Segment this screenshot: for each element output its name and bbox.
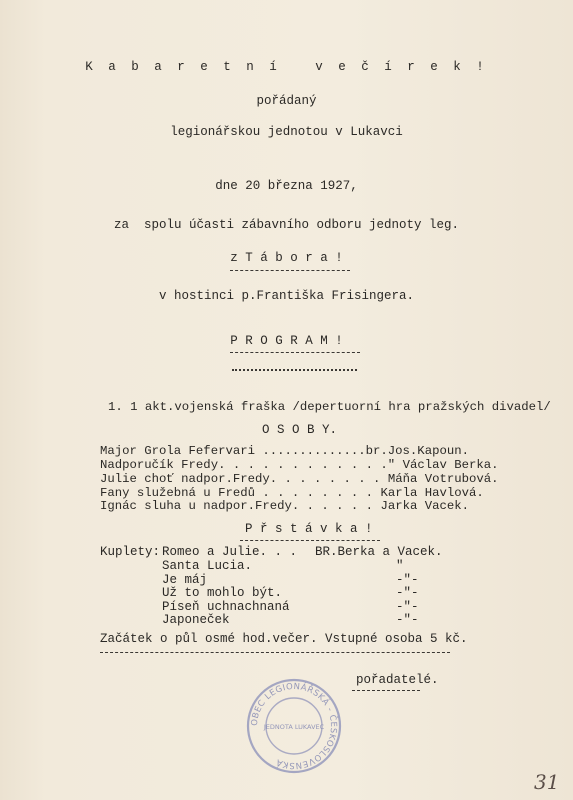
cast-row bbox=[100, 459, 499, 472]
cast-role: Julie choť nadpor.Fredy. . . . . . . . bbox=[100, 472, 381, 486]
song-performer: " bbox=[396, 559, 404, 573]
cast-actor: Karla Havlová. bbox=[380, 486, 484, 500]
song-title: Píseň uchnachnaná bbox=[162, 600, 290, 614]
date-line: dne 20 března 1927, bbox=[215, 179, 358, 193]
cast-row bbox=[100, 445, 469, 458]
cast-actor: Jarka Vacek. bbox=[380, 499, 469, 513]
signature: pořadatelé. bbox=[356, 673, 439, 687]
song-performer: BR.Berka a Vacek. bbox=[315, 545, 443, 559]
song-title: Už to mohlo být. bbox=[162, 586, 283, 600]
song-performer: -"- bbox=[396, 613, 419, 627]
page-number: 31 bbox=[534, 770, 560, 794]
song-title: Japoneček bbox=[162, 613, 230, 627]
program-item: 1. 1 akt.vojenská fraška /depertuorní hra pražských divadel/ bbox=[108, 400, 551, 414]
town-line: z T á b o r a ! bbox=[230, 251, 343, 265]
cast-row bbox=[100, 500, 469, 513]
program-heading: P R O G R A M ! bbox=[230, 334, 343, 348]
cast-actor: Máňa Votrubová. bbox=[387, 472, 499, 486]
song-performer: -"- bbox=[396, 600, 419, 614]
organization-stamp bbox=[244, 676, 344, 776]
cast-role: Nadporučík Fredy. . . . . . . . . . . ." bbox=[100, 458, 396, 472]
song-performer: -"- bbox=[396, 586, 419, 600]
venue-line: v hostinci p.Františka Frisingera. bbox=[158, 289, 415, 303]
osoby-heading: O S O B Y. bbox=[262, 423, 338, 437]
cast-row bbox=[100, 473, 499, 486]
subtitle-organized: pořádaný bbox=[256, 94, 317, 108]
event-title: K a b a r e t n í v e č í r e k ! bbox=[85, 60, 488, 74]
footer-rule bbox=[100, 652, 450, 653]
start-and-entry-line: Začátek o půl osmé hod.večer. Vstupné osoba 5 kč. bbox=[100, 632, 468, 646]
participation-line: za spolu účasti zábavního odboru jednoty leg. bbox=[113, 218, 460, 232]
song-title: Santa Lucia. bbox=[162, 559, 253, 573]
cast-actor: Václav Berka. bbox=[402, 458, 499, 472]
song-performer: -"- bbox=[396, 573, 419, 587]
kuplety-label: Kuplety: bbox=[100, 545, 161, 559]
cast-actor: br.Jos.Kapoun. bbox=[365, 444, 469, 458]
dotted-rule bbox=[232, 369, 357, 371]
cast-role: Major Grola Fefervari .............. bbox=[100, 444, 366, 458]
cast-role: Fany služebná u Fredů . . . . . . . . bbox=[100, 486, 374, 500]
organizer-line: legionářskou jednotou v Lukavci bbox=[170, 125, 403, 139]
signature-underline bbox=[352, 690, 420, 691]
song-title: Romeo a Julie. . . bbox=[162, 545, 298, 559]
cast-role: Ignác sluha u nadpor.Fredy. . . . . . bbox=[100, 499, 374, 513]
stamp-ring-text: OBEC LEGIONÁŘSKÁ - ČESKOSLOVENSKÁ bbox=[249, 681, 339, 771]
intermission-heading: P ř s t á v k a ! bbox=[245, 522, 373, 536]
underline-program bbox=[230, 352, 360, 353]
stamp-center-text: JEDNOTA LUKAVEC bbox=[263, 723, 325, 731]
underline-intermission bbox=[240, 540, 380, 541]
song-title: Je máj bbox=[162, 573, 208, 587]
underline-town bbox=[230, 270, 350, 271]
